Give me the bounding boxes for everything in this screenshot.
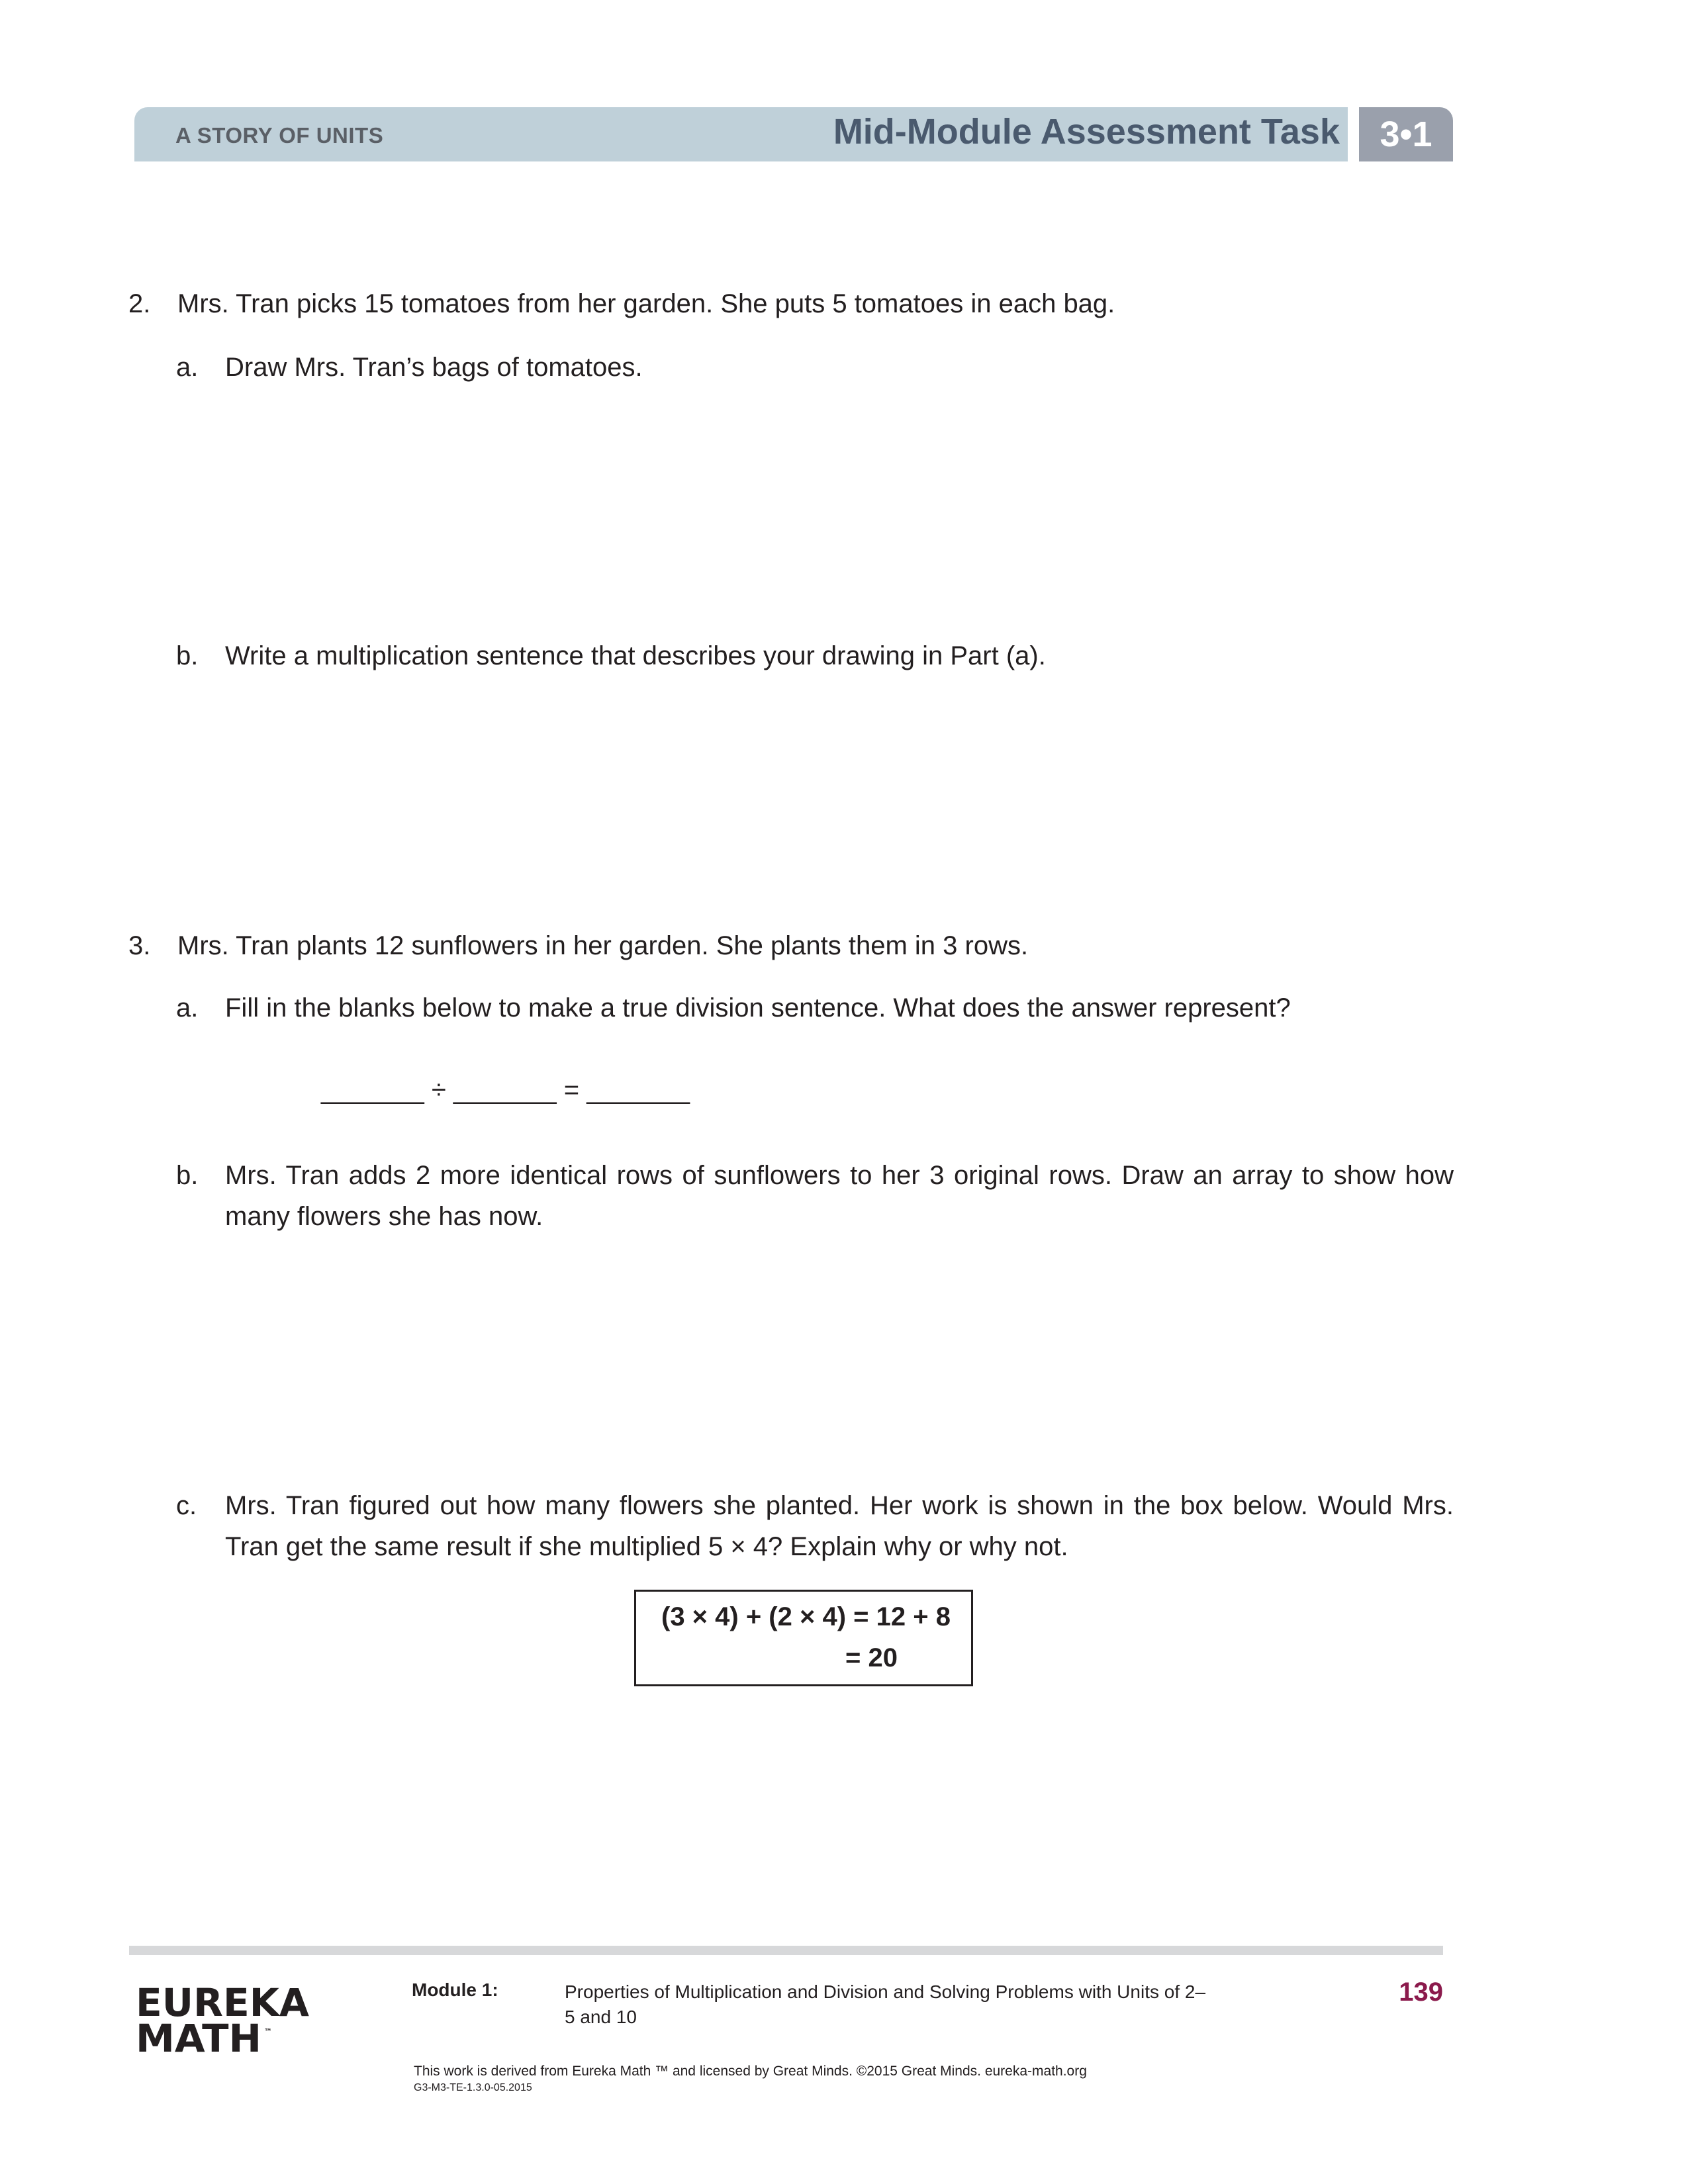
division-blanks: _______ ÷ _______ = _______ (321, 1075, 690, 1105)
part-label: c. (176, 1491, 197, 1520)
part-label: a. (176, 353, 199, 382)
work-box (634, 1590, 973, 1686)
question-3c (176, 1485, 1454, 1567)
question-text: Mrs. Tran picks 15 tomatoes from her garden. She puts 5 tomatoes in each bag. (177, 289, 1115, 318)
part-text: Mrs. Tran figured out how many flowers she planted. Her work is shown in the box below. Would Mrs. Tran get the same result if she multiplied 5 × 4? Explain why or why not. (225, 1491, 1454, 1561)
part-label: b. (176, 641, 199, 670)
question-2 (128, 283, 1452, 324)
question-number: 3. (128, 931, 151, 960)
work-line-1: (3 × 4) + (2 × 4) = 12 + 8 (661, 1602, 951, 1631)
module-label: Module 1: (412, 1979, 498, 2000)
eureka-math-logo (136, 1979, 314, 2058)
document-code: G3-M3-TE-1.3.0-05.2015 (414, 2082, 532, 2093)
question-3 (128, 925, 1452, 966)
work-line-2: = 20 (845, 1643, 898, 1672)
series-title: A STORY OF UNITS (175, 123, 384, 148)
question-number: 2. (128, 289, 151, 318)
logo-line-1: EUREKA (136, 1980, 310, 2025)
part-text: Write a multiplication sentence that describes your drawing in Part (a). (225, 641, 1046, 670)
question-2a (176, 347, 1454, 388)
part-label: a. (176, 993, 199, 1023)
module-description: Properties of Multiplication and Division and Solving Problems with Units of 2–5 and 10 (565, 1981, 1206, 2027)
page-title: Mid-Module Assessment Task (833, 112, 1340, 152)
license-credit: This work is derived from Eureka Math ™ and licensed by Great Minds. ©2015 Great Minds. eureka-math.org (414, 2064, 1087, 2079)
footer-rule (129, 1946, 1443, 1955)
question-3b (176, 1155, 1454, 1237)
page-number: 139 (1399, 1978, 1443, 2007)
question-2b (176, 635, 1454, 676)
question-3a (176, 987, 1454, 1028)
part-text: Draw Mrs. Tran’s bags of tomatoes. (225, 353, 643, 382)
question-text: Mrs. Tran plants 12 sunflowers in her garden. She plants them in 3 rows. (177, 931, 1029, 960)
part-text: Mrs. Tran adds 2 more identical rows of sunflowers to her 3 original rows. Draw an array to show how many flowers she has now. (225, 1161, 1454, 1231)
module-badge: 3•1 (1359, 107, 1453, 161)
trademark-mark: ™ (264, 2027, 272, 2036)
logo-line-2: MATH (136, 2016, 261, 2058)
part-label: b. (176, 1161, 199, 1190)
part-text: Fill in the blanks below to make a true division sentence. What does the answer represent? (225, 993, 1291, 1023)
